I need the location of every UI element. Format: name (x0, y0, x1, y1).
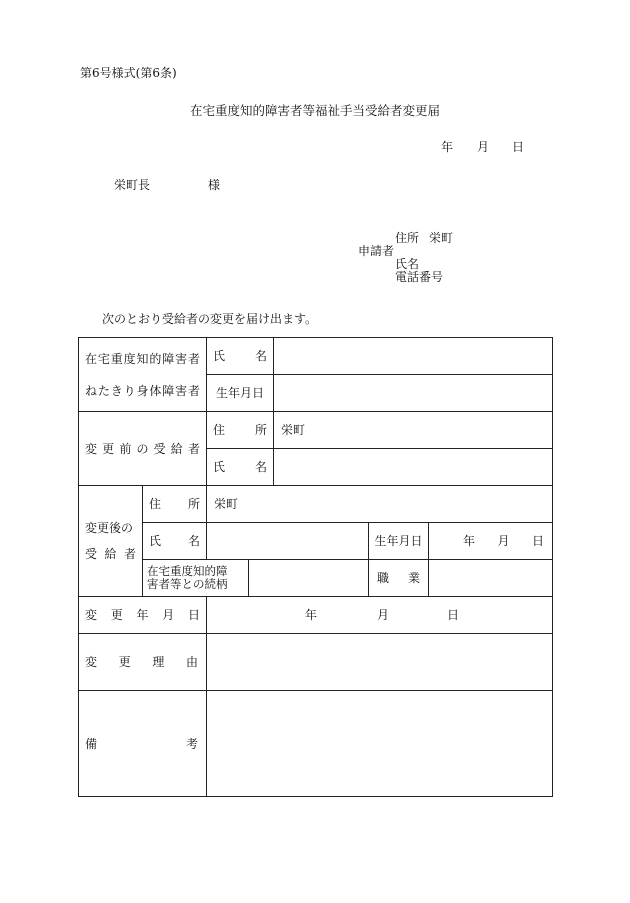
applicant-phone-label: 電話番号 (395, 270, 444, 284)
new-address-value: 栄町 (214, 497, 239, 511)
remarks-label: 備 考 (85, 736, 199, 751)
target-name-label: 氏 名 (213, 349, 268, 363)
previous-address-value: 栄町 (281, 423, 306, 437)
target-birth-field[interactable] (274, 375, 553, 412)
remarks-label-cell (79, 691, 207, 797)
target-name-field[interactable] (274, 338, 553, 375)
change-date-label-cell (79, 597, 207, 634)
header-date-day: 日 (512, 140, 525, 154)
change-date-field[interactable] (207, 597, 553, 634)
new-name-label: 氏 名 (149, 534, 201, 548)
remarks-field[interactable] (207, 691, 553, 797)
new-recipient-label-cell (79, 486, 143, 597)
form-number: 第6号様式(第6条) (80, 66, 177, 80)
previous-recipient-label-cell (79, 412, 207, 486)
change-form-table (78, 337, 553, 797)
previous-name-label: 氏 名 (213, 460, 268, 474)
occupation-label-cell (369, 560, 429, 597)
previous-name-field[interactable] (274, 449, 553, 486)
applicant-label: 申請者 (358, 244, 395, 258)
header-date-year: 年 (441, 140, 454, 154)
intro-text: 次のとおり受給者の変更を届け出ます。 (102, 312, 318, 326)
change-date-label: 変 更 年 月 日 (85, 608, 201, 622)
previous-address-field[interactable] (274, 412, 553, 449)
new-birth-field[interactable] (429, 523, 553, 560)
change-date-year: 年 (305, 608, 318, 622)
target-person-category-cell (79, 338, 207, 412)
change-date-month: 月 (377, 608, 390, 622)
target-category-line2: ね た き り 身 体 障 害 者 (85, 383, 201, 398)
new-address-label-cell (143, 486, 207, 523)
applicant-address-label: 住所 (395, 231, 420, 245)
new-address-label: 住 所 (149, 497, 201, 511)
relation-label: 在宅重度知的障 害者等との続柄 (147, 564, 228, 591)
applicant-address-value: 栄町 (429, 231, 454, 245)
new-recipient-line2: 受 給 者 (85, 547, 136, 561)
new-name-label-cell (143, 523, 207, 560)
target-birth-label: 生年月日 (216, 386, 265, 400)
new-address-field[interactable] (207, 486, 553, 523)
target-category-line1: 在 宅 重 度 知 的 障 害 者 (85, 351, 201, 366)
new-birth-label: 生年月日 (374, 534, 423, 548)
previous-recipient-label: 変 更 前 の 受 給 者 (85, 441, 200, 456)
target-birth-label-cell (207, 375, 274, 412)
change-date-day: 日 (447, 608, 460, 622)
target-name-label-cell (207, 338, 274, 375)
new-birth-day: 日 (532, 534, 545, 548)
new-recipient-line1: 変更後の (85, 521, 134, 535)
header-date-month: 月 (477, 140, 490, 154)
relation-label-cell (143, 560, 249, 597)
previous-address-label-cell (207, 412, 274, 449)
reason-field[interactable] (207, 634, 553, 691)
new-birth-label-cell (369, 523, 429, 560)
reason-label-cell (79, 634, 207, 691)
new-birth-month: 月 (497, 534, 510, 548)
previous-name-label-cell (207, 449, 274, 486)
occupation-label: 職 業 (377, 571, 421, 585)
previous-address-label: 住 所 (213, 423, 268, 437)
addressee-name: 栄町長 (114, 178, 151, 192)
new-name-field[interactable] (207, 523, 369, 560)
new-birth-year: 年 (463, 534, 476, 548)
applicant-name-label: 氏名 (395, 257, 420, 271)
addressee-honorific: 様 (208, 178, 221, 192)
relation-field[interactable] (249, 560, 369, 597)
reason-label: 変 更 理 由 (85, 655, 198, 669)
occupation-field[interactable] (429, 560, 553, 597)
form-title: 在宅重度知的障害者等福祉手当受給者変更届 (189, 103, 440, 118)
